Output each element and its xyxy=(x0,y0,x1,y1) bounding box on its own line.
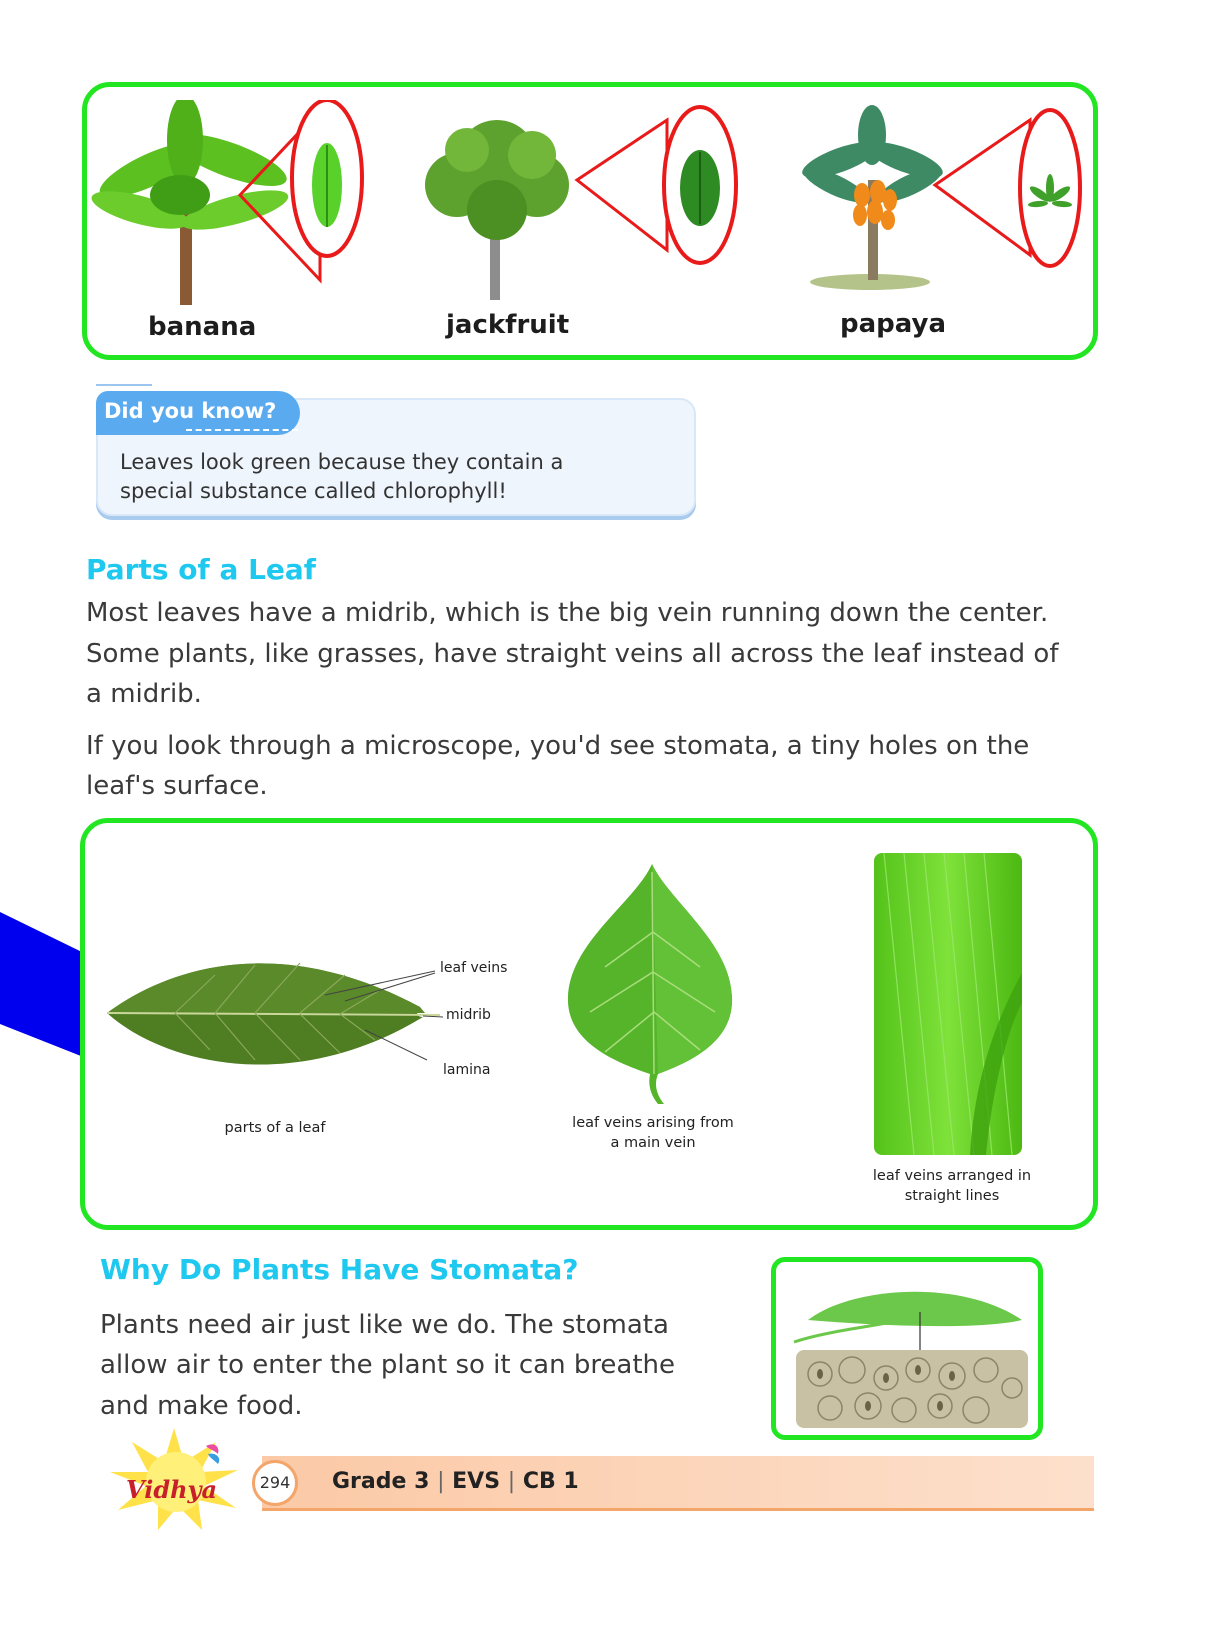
grass-leaf-image xyxy=(874,853,1022,1155)
stomata-paragraph-line-3: and make food. xyxy=(100,1391,303,1421)
did-you-know-title: Did you know? xyxy=(104,399,277,423)
label-midrib: midrib xyxy=(446,1007,491,1023)
peepal-leaf-image xyxy=(560,862,750,1107)
stomata-paragraph-line-2: allow air to enter the plant so it can breathe xyxy=(100,1350,676,1380)
footer-separator-2: | xyxy=(507,1469,516,1494)
plant-label-banana: banana xyxy=(148,312,257,342)
footer-grade: Grade 3 xyxy=(332,1469,430,1494)
label-leaf-veins: leaf veins xyxy=(440,960,508,976)
side-tab-marker xyxy=(0,912,88,1058)
section-heading-stomata: Why Do Plants Have Stomata? xyxy=(100,1253,579,1286)
footer-accent-line xyxy=(262,1508,1094,1511)
page-number-badge xyxy=(252,1460,298,1506)
stomata-paragraph-line-1: Plants need air just like we do. The stomata xyxy=(100,1310,669,1340)
footer-book: CB 1 xyxy=(522,1469,579,1494)
stomata-microscope-image xyxy=(790,1282,1030,1432)
leaf-parts-diagram xyxy=(105,935,445,1090)
papaya-tree-image xyxy=(800,100,1095,310)
logo-text: Vidhya xyxy=(126,1475,218,1504)
footer-course-info xyxy=(332,1469,579,1494)
caption-straight-veins-1: leaf veins arranged in xyxy=(872,1168,1032,1184)
caption-veins-from-main-vein-2: a main vein xyxy=(610,1135,696,1151)
callout-title-dashes xyxy=(186,429,298,431)
footer-separator-1: | xyxy=(437,1469,445,1494)
parts-paragraph-line-2: Some plants, like grasses, have straight veins all across the leaf instead of xyxy=(86,639,1059,669)
footer-subject: EVS xyxy=(452,1469,501,1494)
caption-straight-veins-2: straight lines xyxy=(904,1188,1000,1204)
did-you-know-text-1: Leaves look green because they contain a xyxy=(120,450,564,474)
label-lamina: lamina xyxy=(443,1062,491,1078)
parts-paragraph2-line-2: leaf's surface. xyxy=(86,771,268,801)
did-you-know-text-2: special substance called chlorophyll! xyxy=(120,479,507,503)
page-number: 294 xyxy=(259,1473,291,1492)
jackfruit-tree-image xyxy=(412,100,742,310)
callout-deco-line xyxy=(96,384,152,386)
section-heading-parts-of-a-leaf: Parts of a Leaf xyxy=(86,553,316,586)
parts-paragraph2-line-1: If you look through a microscope, you'd see stomata, a tiny holes on the xyxy=(86,731,1030,761)
vidhya-logo xyxy=(86,1424,262,1534)
banana-plant-image xyxy=(90,100,390,310)
parts-paragraph-line-1: Most leaves have a midrib, which is the big vein running down the center. xyxy=(86,598,1049,628)
parts-paragraph-line-3: a midrib. xyxy=(86,679,202,709)
did-you-know-title-badge xyxy=(96,391,300,435)
caption-veins-from-main-vein-1: leaf veins arising from xyxy=(572,1115,734,1131)
plant-label-papaya: papaya xyxy=(840,309,947,339)
caption-parts-of-a-leaf: parts of a leaf xyxy=(224,1120,326,1136)
plant-label-jackfruit: jackfruit xyxy=(446,310,570,340)
